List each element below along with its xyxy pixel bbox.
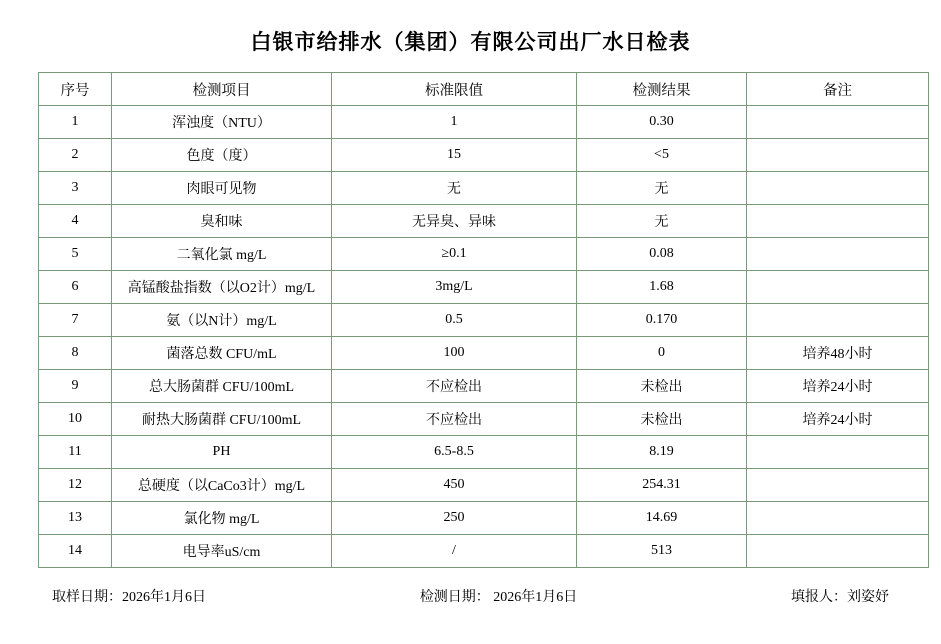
cell-std: 15: [332, 139, 577, 172]
cell-std: 6.5-8.5: [332, 436, 577, 469]
cell-std: 无异臭、异味: [332, 205, 577, 238]
cell-result: 未检出: [577, 403, 747, 436]
header-cell-note: 备注: [747, 73, 929, 106]
header-cell-no: 序号: [39, 73, 112, 106]
test-date: 检测日期： 2026年1月6日: [419, 590, 578, 605]
table-container: [0, 72, 941, 568]
cell-no: 7: [39, 304, 112, 337]
cell-item: 氨（以N计）mg/L: [112, 304, 332, 337]
cell-item: 臭和味: [112, 205, 332, 238]
cell-item: 肉眼可见物: [112, 172, 332, 205]
cell-no: 3: [39, 172, 112, 205]
cell-note: [747, 535, 929, 568]
table-row: [39, 535, 929, 568]
cell-item: 高锰酸盐指数（以O2计）mg/L: [112, 271, 332, 304]
cell-item: 二氧化氯 mg/L: [112, 238, 332, 271]
table-row: [39, 106, 929, 139]
table-body: [39, 106, 929, 568]
cell-item: 氯化物 mg/L: [112, 502, 332, 535]
cell-item: 总硬度（以CaCo3计）mg/L: [112, 469, 332, 502]
cell-note: 培养48小时: [747, 337, 929, 370]
cell-item: 色度（度）: [112, 139, 332, 172]
cell-result: 0: [577, 337, 747, 370]
cell-note: 培养24小时: [747, 370, 929, 403]
table-row: [39, 502, 929, 535]
cell-no: 9: [39, 370, 112, 403]
cell-std: 100: [332, 337, 577, 370]
cell-note: [747, 304, 929, 337]
cell-item: 耐热大肠菌群 CFU/100mL: [112, 403, 332, 436]
cell-no: 2: [39, 139, 112, 172]
cell-no: 8: [39, 337, 112, 370]
cell-item: 电导率uS/cm: [112, 535, 332, 568]
cell-std: 无: [332, 172, 577, 205]
cell-no: 14: [39, 535, 112, 568]
cell-std: 1: [332, 106, 577, 139]
cell-result: 0.08: [577, 238, 747, 271]
cell-result: 14.69: [577, 502, 747, 535]
cell-result: 无: [577, 172, 747, 205]
table-row: [39, 304, 929, 337]
cell-no: 1: [39, 106, 112, 139]
cell-result: 1.68: [577, 271, 747, 304]
table-row: [39, 436, 929, 469]
header-cell-result: 检测结果: [577, 73, 747, 106]
table-header: [39, 73, 929, 106]
cell-result: 0.30: [577, 106, 747, 139]
cell-result: 8.19: [577, 436, 747, 469]
cell-no: 10: [39, 403, 112, 436]
cell-note: [747, 139, 929, 172]
cell-note: [747, 469, 929, 502]
cell-result: 0.170: [577, 304, 747, 337]
cell-result: 513: [577, 535, 747, 568]
cell-no: 12: [39, 469, 112, 502]
cell-result: 未检出: [577, 370, 747, 403]
cell-std: 不应检出: [332, 370, 577, 403]
header-cell-item: 检测项目: [112, 73, 332, 106]
cell-std: 不应检出: [332, 403, 577, 436]
cell-result: <5: [577, 139, 747, 172]
cell-note: [747, 502, 929, 535]
cell-no: 6: [39, 271, 112, 304]
header-cell-std: 标准限值: [332, 73, 577, 106]
table-row: [39, 139, 929, 172]
cell-note: [747, 238, 929, 271]
table-row: [39, 271, 929, 304]
sampling-date: 取样日期：2026年1月6日: [52, 590, 206, 605]
table-row: [39, 370, 929, 403]
cell-note: 培养24小时: [747, 403, 929, 436]
cell-std: 250: [332, 502, 577, 535]
water-quality-table: [38, 72, 929, 568]
cell-std: 3mg/L: [332, 271, 577, 304]
cell-no: 4: [39, 205, 112, 238]
table-row: [39, 469, 929, 502]
cell-item: 菌落总数 CFU/mL: [112, 337, 332, 370]
table-row: [39, 403, 929, 436]
cell-note: [747, 271, 929, 304]
table-row: [39, 172, 929, 205]
cell-result: 无: [577, 205, 747, 238]
cell-note: [747, 106, 929, 139]
table-row: [39, 337, 929, 370]
table-row: [39, 205, 929, 238]
page-title: 白银市给排水（集团）有限公司出厂水日检表: [250, 30, 691, 54]
cell-std: 450: [332, 469, 577, 502]
cell-note: [747, 172, 929, 205]
cell-std: /: [332, 535, 577, 568]
cell-note: [747, 205, 929, 238]
cell-no: 11: [39, 436, 112, 469]
report-footer: [0, 568, 941, 606]
cell-note: [747, 436, 929, 469]
cell-no: 5: [39, 238, 112, 271]
cell-item: PH: [112, 436, 332, 469]
cell-std: 0.5: [332, 304, 577, 337]
cell-result: 254.31: [577, 469, 747, 502]
reporter-name: 填报人：刘姿妤: [791, 590, 889, 605]
cell-item: 总大肠菌群 CFU/100mL: [112, 370, 332, 403]
cell-std: ≥0.1: [332, 238, 577, 271]
cell-no: 13: [39, 502, 112, 535]
cell-item: 浑浊度（NTU）: [112, 106, 332, 139]
table-row: [39, 238, 929, 271]
table-header-row: [39, 73, 929, 106]
